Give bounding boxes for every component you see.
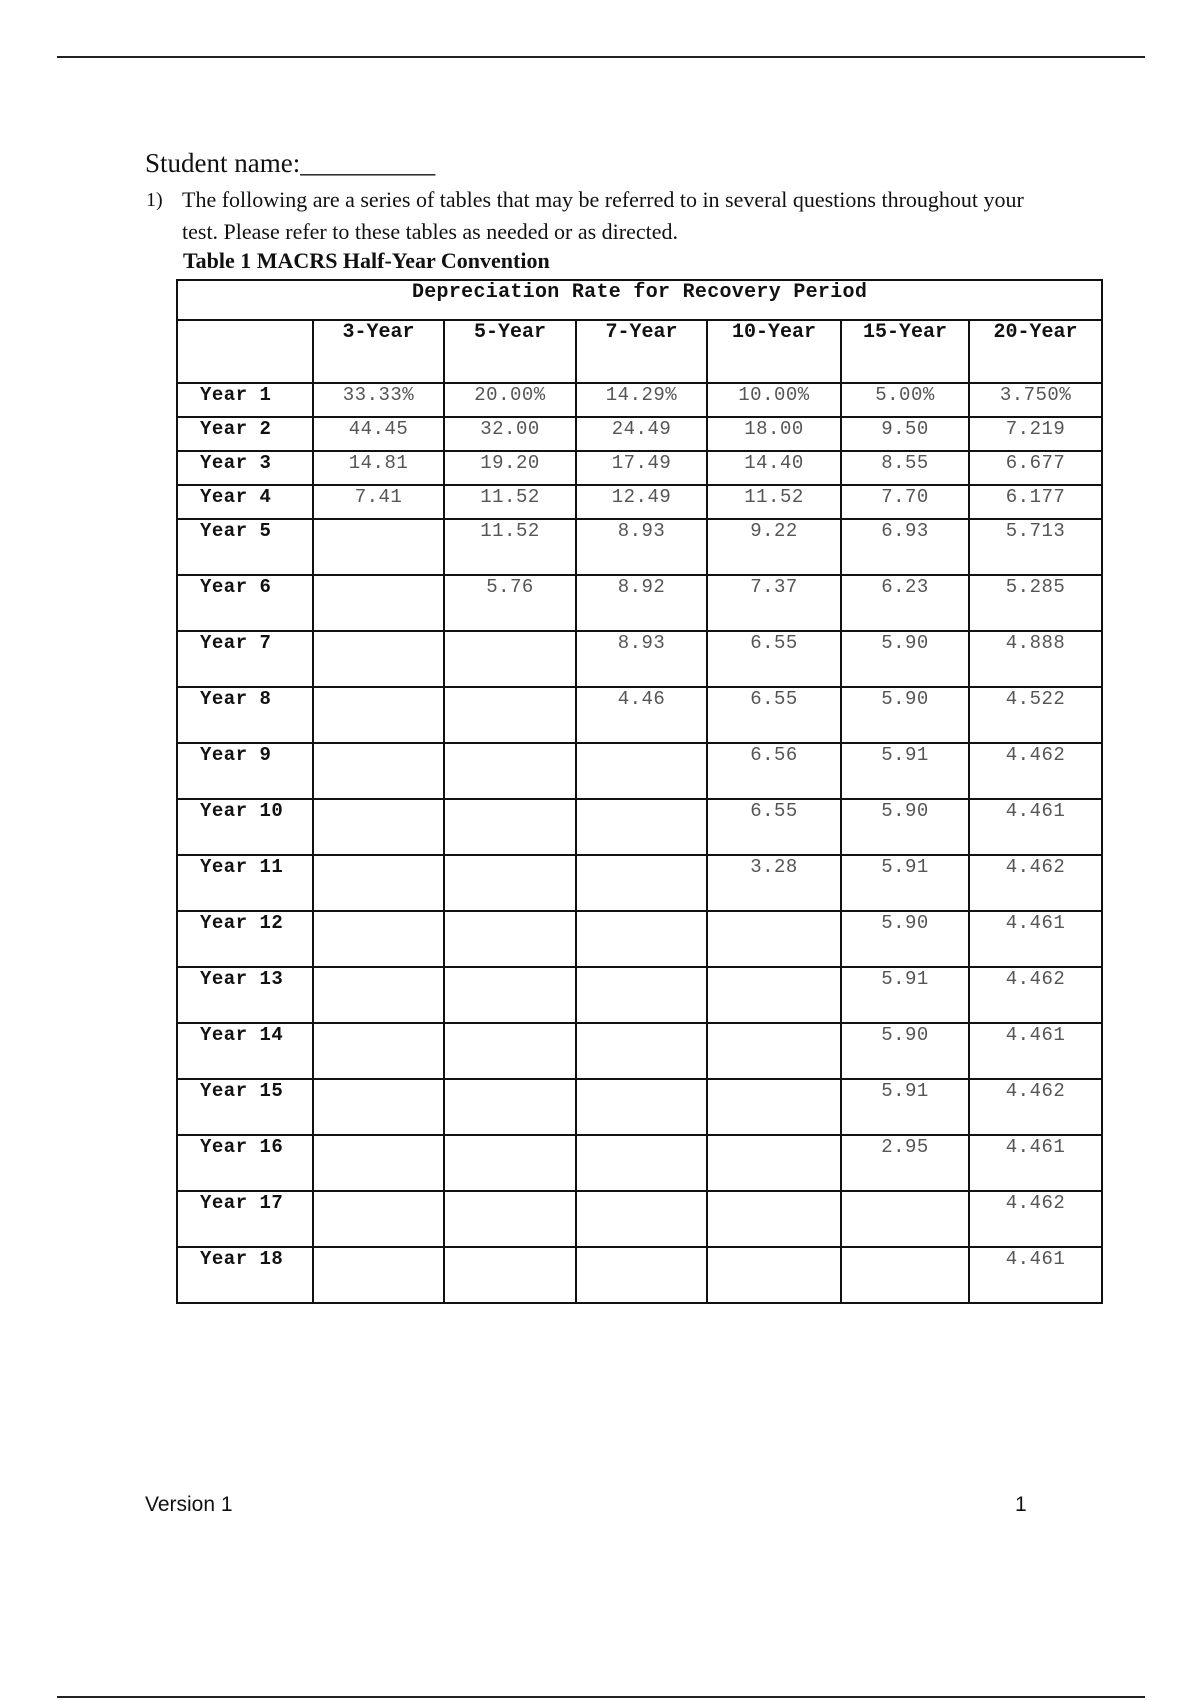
- column-header: 15-Year: [841, 320, 969, 383]
- table-row: [177, 1135, 1102, 1191]
- rate-cell: [444, 799, 576, 855]
- rate-cell: 44.45: [313, 417, 444, 451]
- rate-cell: [707, 1135, 841, 1191]
- rate-cell: 11.52: [707, 485, 841, 519]
- table-row: [177, 485, 1102, 519]
- column-header: 5-Year: [444, 320, 576, 383]
- row-label: Year 2: [177, 417, 313, 451]
- rate-cell: [444, 1135, 576, 1191]
- rate-cell: 11.52: [444, 519, 576, 575]
- rate-cell: [313, 575, 444, 631]
- rate-cell: [444, 1079, 576, 1135]
- page-number: 1: [1015, 1493, 1027, 1516]
- rate-cell: 4.461: [969, 1247, 1102, 1303]
- row-label: Year 15: [177, 1079, 313, 1135]
- rate-cell: 4.461: [969, 1135, 1102, 1191]
- rate-cell: 17.49: [576, 451, 707, 485]
- rate-cell: 8.92: [576, 575, 707, 631]
- table-row: [177, 1023, 1102, 1079]
- rate-cell: 5.90: [841, 911, 969, 967]
- rate-cell: 14.81: [313, 451, 444, 485]
- table-row: [177, 631, 1102, 687]
- rate-cell: 6.56: [707, 743, 841, 799]
- table-row: [177, 687, 1102, 743]
- rate-cell: 7.37: [707, 575, 841, 631]
- table-row: [177, 417, 1102, 451]
- rate-cell: [313, 1079, 444, 1135]
- rate-cell: 5.90: [841, 799, 969, 855]
- rate-cell: 3.750%: [969, 383, 1102, 417]
- rate-cell: [576, 1247, 707, 1303]
- rate-cell: [576, 967, 707, 1023]
- rate-cell: [707, 1023, 841, 1079]
- rate-cell: [444, 855, 576, 911]
- rate-cell: [841, 1247, 969, 1303]
- rate-cell: 12.49: [576, 485, 707, 519]
- rate-cell: [313, 911, 444, 967]
- rate-cell: [444, 1247, 576, 1303]
- rate-cell: 4.461: [969, 911, 1102, 967]
- column-header: 20-Year: [969, 320, 1102, 383]
- rate-cell: 5.91: [841, 967, 969, 1023]
- rate-cell: 7.70: [841, 485, 969, 519]
- question-number: 1): [146, 189, 163, 211]
- rate-cell: [707, 1191, 841, 1247]
- rate-cell: [576, 799, 707, 855]
- rate-cell: [576, 1191, 707, 1247]
- question-text: The following are a series of tables that may be referred to in several questions throughout your test. Please refer to these tables as needed or as directed.: [182, 187, 1024, 244]
- rate-cell: 7.41: [313, 485, 444, 519]
- rate-cell: 8.55: [841, 451, 969, 485]
- rate-cell: 6.23: [841, 575, 969, 631]
- rate-cell: 4.462: [969, 855, 1102, 911]
- table-row: [177, 451, 1102, 485]
- rate-cell: 4.46: [576, 687, 707, 743]
- rate-cell: 20.00%: [444, 383, 576, 417]
- row-label: Year 18: [177, 1247, 313, 1303]
- table-row: [177, 743, 1102, 799]
- row-label: Year 5: [177, 519, 313, 575]
- rate-cell: 10.00%: [707, 383, 841, 417]
- rate-cell: [444, 631, 576, 687]
- rate-cell: [444, 1191, 576, 1247]
- rate-cell: 5.91: [841, 743, 969, 799]
- rate-cell: 6.677: [969, 451, 1102, 485]
- table-row: [177, 855, 1102, 911]
- rate-cell: 9.22: [707, 519, 841, 575]
- rate-cell: [313, 1023, 444, 1079]
- rate-cell: 6.55: [707, 631, 841, 687]
- rate-cell: 5.90: [841, 631, 969, 687]
- row-label: Year 14: [177, 1023, 313, 1079]
- rate-cell: 5.90: [841, 1023, 969, 1079]
- rate-cell: 4.461: [969, 799, 1102, 855]
- column-header: 3-Year: [313, 320, 444, 383]
- table-row: [177, 1247, 1102, 1303]
- row-label: Year 3: [177, 451, 313, 485]
- rate-cell: 6.177: [969, 485, 1102, 519]
- rate-cell: [576, 1135, 707, 1191]
- rate-cell: 4.461: [969, 1023, 1102, 1079]
- table-row: [177, 911, 1102, 967]
- footer-version: Version 1: [145, 1493, 233, 1516]
- column-header: 7-Year: [576, 320, 707, 383]
- rate-cell: 8.93: [576, 631, 707, 687]
- rate-cell: [576, 743, 707, 799]
- top-rule: [57, 56, 1145, 58]
- rate-cell: [707, 1079, 841, 1135]
- row-label: Year 16: [177, 1135, 313, 1191]
- rate-cell: 14.29%: [576, 383, 707, 417]
- row-label: Year 9: [177, 743, 313, 799]
- table-row: [177, 519, 1102, 575]
- rate-cell: [576, 1023, 707, 1079]
- bottom-rule: [57, 1696, 1145, 1698]
- table-row: [177, 1191, 1102, 1247]
- rate-cell: [313, 1191, 444, 1247]
- rate-cell: [444, 967, 576, 1023]
- rate-cell: [576, 911, 707, 967]
- rate-cell: [444, 911, 576, 967]
- rate-cell: [313, 1247, 444, 1303]
- rate-cell: 5.285: [969, 575, 1102, 631]
- rate-cell: 5.91: [841, 855, 969, 911]
- rate-cell: [707, 1247, 841, 1303]
- rate-cell: 24.49: [576, 417, 707, 451]
- row-label: Year 10: [177, 799, 313, 855]
- table-title: Table 1 MACRS Half-Year Convention: [183, 248, 550, 273]
- column-header-row: [177, 320, 1102, 383]
- rate-cell: 9.50: [841, 417, 969, 451]
- rate-cell: [313, 687, 444, 743]
- rate-cell: 5.90: [841, 687, 969, 743]
- rate-cell: 5.91: [841, 1079, 969, 1135]
- rate-cell: 4.522: [969, 687, 1102, 743]
- rate-cell: 6.55: [707, 799, 841, 855]
- rate-cell: 14.40: [707, 451, 841, 485]
- rate-cell: 7.219: [969, 417, 1102, 451]
- rate-cell: [707, 967, 841, 1023]
- rate-cell: 4.888: [969, 631, 1102, 687]
- rate-cell: [576, 1079, 707, 1135]
- row-label: Year 1: [177, 383, 313, 417]
- row-label: Year 17: [177, 1191, 313, 1247]
- table-caption: Depreciation Rate for Recovery Period: [177, 280, 1102, 320]
- row-label: Year 7: [177, 631, 313, 687]
- rate-cell: 5.76: [444, 575, 576, 631]
- rate-cell: [841, 1191, 969, 1247]
- row-label: Year 13: [177, 967, 313, 1023]
- rate-cell: [313, 855, 444, 911]
- rate-cell: 4.462: [969, 967, 1102, 1023]
- rate-cell: 19.20: [444, 451, 576, 485]
- column-header: [177, 320, 313, 383]
- table-caption-row: [177, 280, 1102, 320]
- rate-cell: 6.93: [841, 519, 969, 575]
- rate-cell: [313, 799, 444, 855]
- student-name-label: Student name:__________: [145, 148, 436, 178]
- rate-cell: 4.462: [969, 743, 1102, 799]
- rate-cell: [313, 631, 444, 687]
- rate-cell: 5.00%: [841, 383, 969, 417]
- rate-cell: [444, 1023, 576, 1079]
- rate-cell: 4.462: [969, 1079, 1102, 1135]
- rate-cell: 18.00: [707, 417, 841, 451]
- rate-cell: [576, 855, 707, 911]
- table-row: [177, 383, 1102, 417]
- table-row: [177, 575, 1102, 631]
- rate-cell: 32.00: [444, 417, 576, 451]
- row-label: Year 4: [177, 485, 313, 519]
- rate-cell: 5.713: [969, 519, 1102, 575]
- row-label: Year 12: [177, 911, 313, 967]
- rate-cell: [444, 743, 576, 799]
- rate-cell: 2.95: [841, 1135, 969, 1191]
- column-header: 10-Year: [707, 320, 841, 383]
- row-label: Year 11: [177, 855, 313, 911]
- row-label: Year 8: [177, 687, 313, 743]
- rate-cell: [313, 743, 444, 799]
- rate-cell: 3.28: [707, 855, 841, 911]
- row-label: Year 6: [177, 575, 313, 631]
- rate-cell: 6.55: [707, 687, 841, 743]
- rate-cell: [444, 687, 576, 743]
- rate-cell: 8.93: [576, 519, 707, 575]
- table-row: [177, 1079, 1102, 1135]
- rate-cell: 4.462: [969, 1191, 1102, 1247]
- rate-cell: [313, 519, 444, 575]
- rate-cell: [707, 911, 841, 967]
- macrs-table: [176, 279, 1103, 1304]
- rate-cell: [313, 1135, 444, 1191]
- table-row: [177, 799, 1102, 855]
- table-body: [177, 383, 1102, 1303]
- rate-cell: [313, 967, 444, 1023]
- rate-cell: 11.52: [444, 485, 576, 519]
- table-row: [177, 967, 1102, 1023]
- rate-cell: 33.33%: [313, 383, 444, 417]
